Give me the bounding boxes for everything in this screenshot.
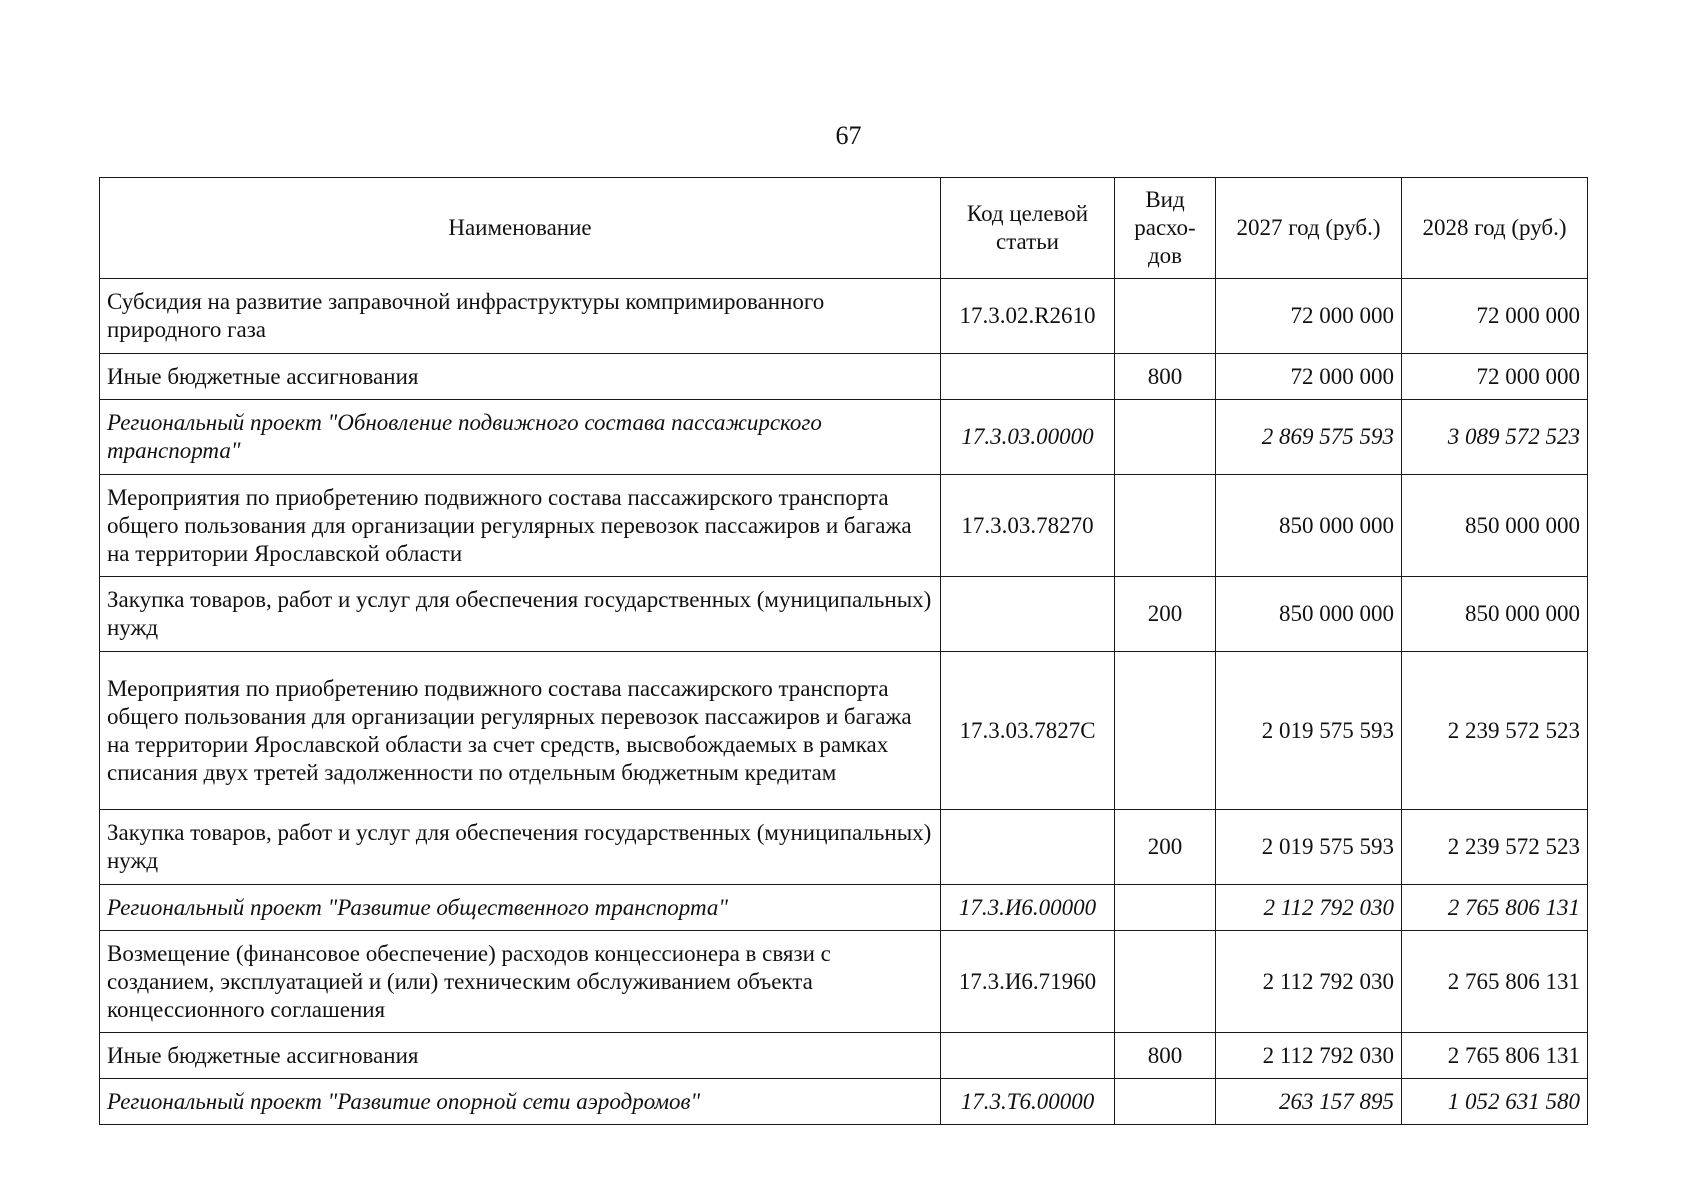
table-row: [100, 577, 1588, 652]
row-amount-2027-cell: 72 000 000: [1216, 354, 1402, 400]
row-code-cell: 17.3.И6.71960: [941, 931, 1115, 1033]
table-row: [100, 810, 1588, 885]
header-type: Вид расхо-дов: [1115, 178, 1216, 279]
row-amount-2028-cell: 2 765 806 131: [1402, 931, 1588, 1033]
page-number: 67: [835, 121, 862, 150]
row-amount-2027-cell: 2 112 792 030: [1216, 885, 1402, 931]
table-row: [100, 400, 1588, 475]
table-header-row: [100, 178, 1588, 279]
row-amount-2028-cell: 2 765 806 131: [1402, 1033, 1588, 1079]
row-amount-2027-cell: 263 157 895: [1216, 1079, 1402, 1125]
row-amount-2028-cell: 2 239 572 523: [1402, 810, 1588, 885]
row-expense-type-cell: [1115, 475, 1216, 577]
row-amount-2027-cell: 2 019 575 593: [1216, 810, 1402, 885]
row-code-cell: [941, 577, 1115, 652]
row-amount-2028-cell: 3 089 572 523: [1402, 400, 1588, 475]
row-amount-2028-cell: 850 000 000: [1402, 577, 1588, 652]
row-amount-2028-cell: 72 000 000: [1402, 279, 1588, 354]
row-name-cell: Иные бюджетные ассигнования: [100, 1033, 941, 1079]
table-row: [100, 354, 1588, 400]
row-expense-type-cell: [1115, 652, 1216, 810]
row-code-cell: 17.3.И6.00000: [941, 885, 1115, 931]
row-amount-2027-cell: 2 869 575 593: [1216, 400, 1402, 475]
row-name-cell: Мероприятия по приобретению подвижного состава пассажирского транспорта общего пользования для организации регулярных перевозок пассажиров и багажа на территории Ярославской области: [100, 475, 941, 577]
row-amount-2028-cell: 72 000 000: [1402, 354, 1588, 400]
row-name-cell: Мероприятия по приобретению подвижного состава пассажирского транспорта общего пользования для организации регулярных перевозок пассажиров и багажа на территории Ярославской области за счет средств, высвобождаемых в рамках списания двух третей задолженности по отдельным бюджетным кредитам: [100, 652, 941, 810]
row-code-cell: 17.3.03.00000: [941, 400, 1115, 475]
row-name-cell: Региональный проект "Обновление подвижного состава пассажирского транспорта": [100, 400, 941, 475]
table-row: [100, 1033, 1588, 1079]
row-expense-type-cell: 200: [1115, 577, 1216, 652]
table-row: [100, 1079, 1588, 1125]
row-code-cell: 17.3.03.78270: [941, 475, 1115, 577]
row-code-cell: [941, 354, 1115, 400]
row-expense-type-cell: 800: [1115, 354, 1216, 400]
row-amount-2027-cell: 2 112 792 030: [1216, 931, 1402, 1033]
table-row: [100, 885, 1588, 931]
table-body: [100, 279, 1588, 1125]
row-amount-2027-cell: 2 112 792 030: [1216, 1033, 1402, 1079]
header-name: Наименование: [100, 178, 941, 279]
row-code-cell: 17.3.02.R2610: [941, 279, 1115, 354]
row-name-cell: Иные бюджетные ассигнования: [100, 354, 941, 400]
row-code-cell: [941, 810, 1115, 885]
row-code-cell: [941, 1033, 1115, 1079]
table-row: [100, 652, 1588, 810]
row-expense-type-cell: [1115, 1079, 1216, 1125]
header-code: Код целевой статьи: [941, 178, 1115, 279]
row-name-cell: Закупка товаров, работ и услуг для обеспечения государственных (муниципальных) нужд: [100, 810, 941, 885]
row-name-cell: Региональный проект "Развитие опорной сети аэродромов": [100, 1079, 941, 1125]
row-code-cell: 17.3.Т6.00000: [941, 1079, 1115, 1125]
row-name-cell: Возмещение (финансовое обеспечение) расходов концессионера в связи с созданием, эксплуатацией и (или) техническим обслуживанием объекта концессионного соглашения: [100, 931, 941, 1033]
table-row: [100, 475, 1588, 577]
row-code-cell: 17.3.03.7827C: [941, 652, 1115, 810]
row-expense-type-cell: [1115, 885, 1216, 931]
table-row: [100, 279, 1588, 354]
row-expense-type-cell: 200: [1115, 810, 1216, 885]
table-row: [100, 931, 1588, 1033]
row-amount-2027-cell: 850 000 000: [1216, 475, 1402, 577]
row-expense-type-cell: [1115, 931, 1216, 1033]
header-year-2027: 2027 год (руб.): [1216, 178, 1402, 279]
row-expense-type-cell: [1115, 279, 1216, 354]
row-amount-2027-cell: 2 019 575 593: [1216, 652, 1402, 810]
row-amount-2028-cell: 850 000 000: [1402, 475, 1588, 577]
budget-table: [99, 177, 1588, 1125]
row-amount-2028-cell: 1 052 631 580: [1402, 1079, 1588, 1125]
header-year-2028: 2028 год (руб.): [1402, 178, 1588, 279]
row-amount-2027-cell: 850 000 000: [1216, 577, 1402, 652]
row-name-cell: Субсидия на развитие заправочной инфраструктуры компримированного природного газа: [100, 279, 941, 354]
row-name-cell: Региональный проект "Развитие общественного транспорта": [100, 885, 941, 931]
row-amount-2028-cell: 2 239 572 523: [1402, 652, 1588, 810]
row-expense-type-cell: [1115, 400, 1216, 475]
row-amount-2028-cell: 2 765 806 131: [1402, 885, 1588, 931]
row-amount-2027-cell: 72 000 000: [1216, 279, 1402, 354]
row-expense-type-cell: 800: [1115, 1033, 1216, 1079]
row-name-cell: Закупка товаров, работ и услуг для обеспечения государственных (муниципальных) нужд: [100, 577, 941, 652]
